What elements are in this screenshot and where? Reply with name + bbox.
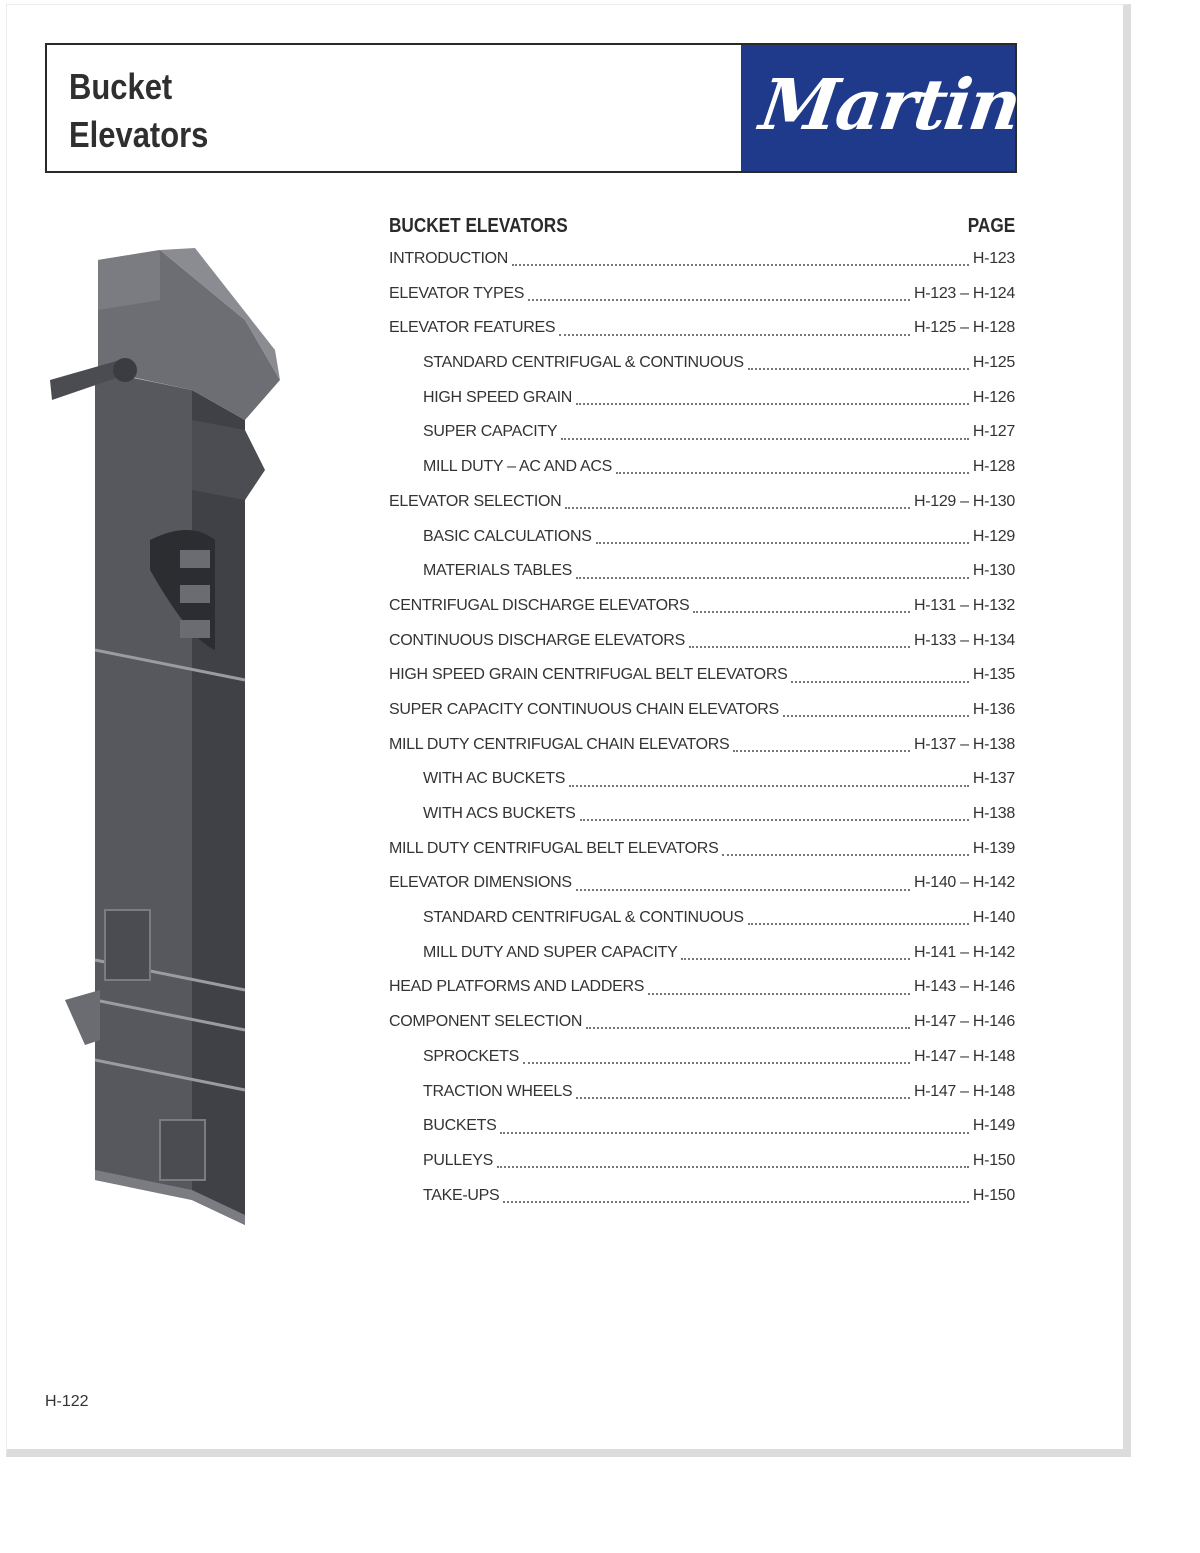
toc-dot-leader xyxy=(576,877,910,891)
toc-entry-page: H-123 – H-124 xyxy=(913,284,1015,302)
toc-entry-label: ELEVATOR TYPES xyxy=(389,284,525,302)
toc-entry-page: H-149 xyxy=(972,1117,1015,1135)
toc-page-heading: PAGE xyxy=(967,214,1015,237)
toc-entry-label: MILL DUTY AND SUPER CAPACITY xyxy=(423,943,678,961)
toc-dot-leader xyxy=(576,565,969,579)
toc-dot-leader xyxy=(783,703,969,717)
toc-entry-label: HIGH SPEED GRAIN CENTRIFUGAL BELT ELEVATORS xyxy=(389,666,788,684)
toc-dot-leader xyxy=(576,1085,910,1099)
toc-dot-leader xyxy=(500,1120,968,1134)
toc-entry-label: SUPER CAPACITY xyxy=(423,423,558,441)
toc-entry[interactable] xyxy=(389,693,1015,728)
boot-inlet xyxy=(65,990,100,1045)
martin-logo: Martin xyxy=(755,63,1025,146)
access-door xyxy=(105,910,150,980)
toc-entry[interactable] xyxy=(389,554,1015,589)
page-title-line-2: Elevators xyxy=(69,114,209,155)
toc-entry-label: COMPONENT SELECTION xyxy=(389,1013,583,1031)
toc-dot-leader xyxy=(748,911,969,925)
toc-entry-label: ELEVATOR SELECTION xyxy=(389,492,562,510)
toc-entry-page: H-147 – H-146 xyxy=(913,1013,1015,1031)
toc-dot-leader xyxy=(523,1050,910,1064)
bucket-elevator-illustration xyxy=(40,240,300,1240)
toc-entry-label: SPROCKETS xyxy=(423,1047,519,1065)
toc-entry-label: ELEVATOR DIMENSIONS xyxy=(389,874,572,892)
page-header xyxy=(45,43,1025,173)
toc-entry-page: H-140 – H-142 xyxy=(913,874,1015,892)
toc-entry[interactable] xyxy=(389,797,1015,832)
toc-entry-page: H-147 – H-148 xyxy=(913,1082,1015,1100)
toc-entry[interactable] xyxy=(389,242,1015,277)
page-number: H-122 xyxy=(45,1393,89,1410)
bucket-icon xyxy=(180,585,210,603)
toc-entry[interactable] xyxy=(389,832,1015,867)
toc-dot-leader xyxy=(791,669,968,683)
toc-list xyxy=(389,242,1015,1213)
toc-entry-label: MATERIALS TABLES xyxy=(423,562,573,580)
toc-dot-leader xyxy=(503,1189,968,1203)
toc-entry-label: STANDARD CENTRIFUGAL & CONTINUOUS xyxy=(423,354,744,372)
toc-entry[interactable] xyxy=(389,970,1015,1005)
toc-entry[interactable] xyxy=(389,415,1015,450)
toc-entry[interactable] xyxy=(389,866,1015,901)
toc-header xyxy=(389,210,1015,242)
toc-entry-page: H-133 – H-134 xyxy=(913,631,1015,649)
toc-entry-page: H-131 – H-132 xyxy=(913,596,1015,614)
toc-entry[interactable] xyxy=(389,520,1015,555)
toc-entry-page: H-150 xyxy=(972,1186,1015,1204)
toc-entry-page: H-129 xyxy=(972,527,1015,545)
toc-entry-label: SUPER CAPACITY CONTINUOUS CHAIN ELEVATORS xyxy=(389,700,779,718)
toc-entry-page: H-147 – H-148 xyxy=(913,1047,1015,1065)
toc-dot-leader xyxy=(681,946,909,960)
toc-entry-page: H-127 xyxy=(972,423,1015,441)
toc-entry[interactable] xyxy=(389,1144,1015,1179)
toc-entry-label: WITH ACS BUCKETS xyxy=(423,805,576,822)
toc-entry-page: H-137 – H-138 xyxy=(913,735,1015,753)
toc-entry-label: MILL DUTY CENTRIFUGAL BELT ELEVATORS xyxy=(389,839,719,857)
toc-entry[interactable] xyxy=(389,1109,1015,1144)
bucket-icon xyxy=(180,620,210,638)
toc-dot-leader xyxy=(576,391,969,405)
toc-entry-label: TAKE-UPS xyxy=(423,1186,500,1204)
toc-entry-label: MILL DUTY – AC AND ACS xyxy=(423,458,613,476)
toc-entry-page: H-139 xyxy=(972,839,1015,857)
toc-entry-page: H-125 xyxy=(972,354,1015,372)
table-of-contents xyxy=(389,210,1015,1213)
toc-entry-page: H-123 xyxy=(972,250,1015,267)
toc-entry-label: CONTINUOUS DISCHARGE ELEVATORS xyxy=(389,631,685,649)
toc-dot-leader xyxy=(586,1015,910,1029)
toc-entry[interactable] xyxy=(389,1179,1015,1214)
toc-entry[interactable] xyxy=(389,346,1015,381)
brand-logo-block xyxy=(741,45,1025,171)
toc-entry-page: H-136 xyxy=(972,700,1015,718)
toc-entry-label: STANDARD CENTRIFUGAL & CONTINUOUS xyxy=(423,909,744,927)
toc-entry[interactable] xyxy=(389,589,1015,624)
toc-entry-label: ELEVATOR FEATURES xyxy=(389,319,556,337)
toc-dot-leader xyxy=(648,981,910,995)
toc-entry-page: H-126 xyxy=(972,388,1015,406)
toc-entry-label: HEAD PLATFORMS AND LADDERS xyxy=(389,978,645,996)
toc-entry[interactable] xyxy=(389,762,1015,797)
toc-entry[interactable] xyxy=(389,381,1015,416)
toc-dot-leader xyxy=(561,426,969,440)
toc-dot-leader xyxy=(616,460,969,474)
toc-entry-label: INTRODUCTION xyxy=(389,250,509,267)
toc-entry[interactable] xyxy=(389,1005,1015,1040)
toc-entry-page: H-150 xyxy=(972,1151,1015,1169)
bucket-icon xyxy=(180,550,210,568)
toc-entry-page: H-141 – H-142 xyxy=(913,943,1015,961)
toc-entry-page: H-143 – H-146 xyxy=(913,978,1015,996)
toc-heading: BUCKET ELEVATORS xyxy=(389,214,568,237)
toc-dot-leader xyxy=(722,842,968,856)
toc-entry[interactable] xyxy=(389,1040,1015,1075)
toc-dot-leader xyxy=(512,252,969,266)
page-title-line-1: Bucket xyxy=(69,66,173,107)
toc-entry-page: H-138 xyxy=(972,805,1015,822)
toc-entry-label: MILL DUTY CENTRIFUGAL CHAIN ELEVATORS xyxy=(389,735,730,753)
toc-entry[interactable] xyxy=(389,1075,1015,1110)
toc-dot-leader xyxy=(565,495,910,509)
toc-entry-page: H-129 – H-130 xyxy=(913,492,1015,510)
toc-entry-page: H-135 xyxy=(972,666,1015,684)
page-title xyxy=(69,63,208,159)
toc-entry-page: H-137 xyxy=(972,770,1015,788)
toc-entry-label: PULLEYS xyxy=(423,1151,493,1169)
toc-dot-leader xyxy=(748,356,969,370)
toc-dot-leader xyxy=(733,738,910,752)
toc-dot-leader xyxy=(693,599,910,613)
toc-entry-label: TRACTION WHEELS xyxy=(423,1082,573,1100)
toc-entry[interactable] xyxy=(389,485,1015,520)
toc-entry[interactable] xyxy=(389,624,1015,659)
bearing-icon xyxy=(113,358,137,382)
toc-dot-leader xyxy=(559,322,910,336)
toc-entry-label: CENTRIFUGAL DISCHARGE ELEVATORS xyxy=(389,596,690,614)
toc-entry-label: BASIC CALCULATIONS xyxy=(423,527,592,545)
toc-dot-leader xyxy=(596,530,969,544)
access-door xyxy=(160,1120,205,1180)
discharge-spout xyxy=(192,420,265,500)
toc-entry[interactable] xyxy=(389,311,1015,346)
toc-entry[interactable] xyxy=(389,901,1015,936)
toc-entry-page: H-128 xyxy=(972,458,1015,476)
toc-entry-label: WITH AC BUCKETS xyxy=(423,770,566,788)
toc-dot-leader xyxy=(580,807,969,821)
toc-entry[interactable] xyxy=(389,658,1015,693)
toc-entry-page: H-130 xyxy=(972,562,1015,580)
toc-entry[interactable] xyxy=(389,277,1015,312)
toc-dot-leader xyxy=(689,634,910,648)
casing-right-face xyxy=(192,390,245,1225)
toc-entry-label: HIGH SPEED GRAIN xyxy=(423,388,573,406)
head-top-panel xyxy=(98,250,160,310)
toc-entry-page: H-125 – H-128 xyxy=(913,319,1015,337)
toc-entry-page: H-140 xyxy=(972,909,1015,927)
toc-dot-leader xyxy=(569,773,969,787)
toc-entry[interactable] xyxy=(389,728,1015,763)
toc-entry[interactable] xyxy=(389,450,1015,485)
toc-entry-label: BUCKETS xyxy=(423,1117,497,1135)
toc-dot-leader xyxy=(497,1154,969,1168)
toc-entry[interactable] xyxy=(389,936,1015,971)
toc-dot-leader xyxy=(528,287,910,301)
